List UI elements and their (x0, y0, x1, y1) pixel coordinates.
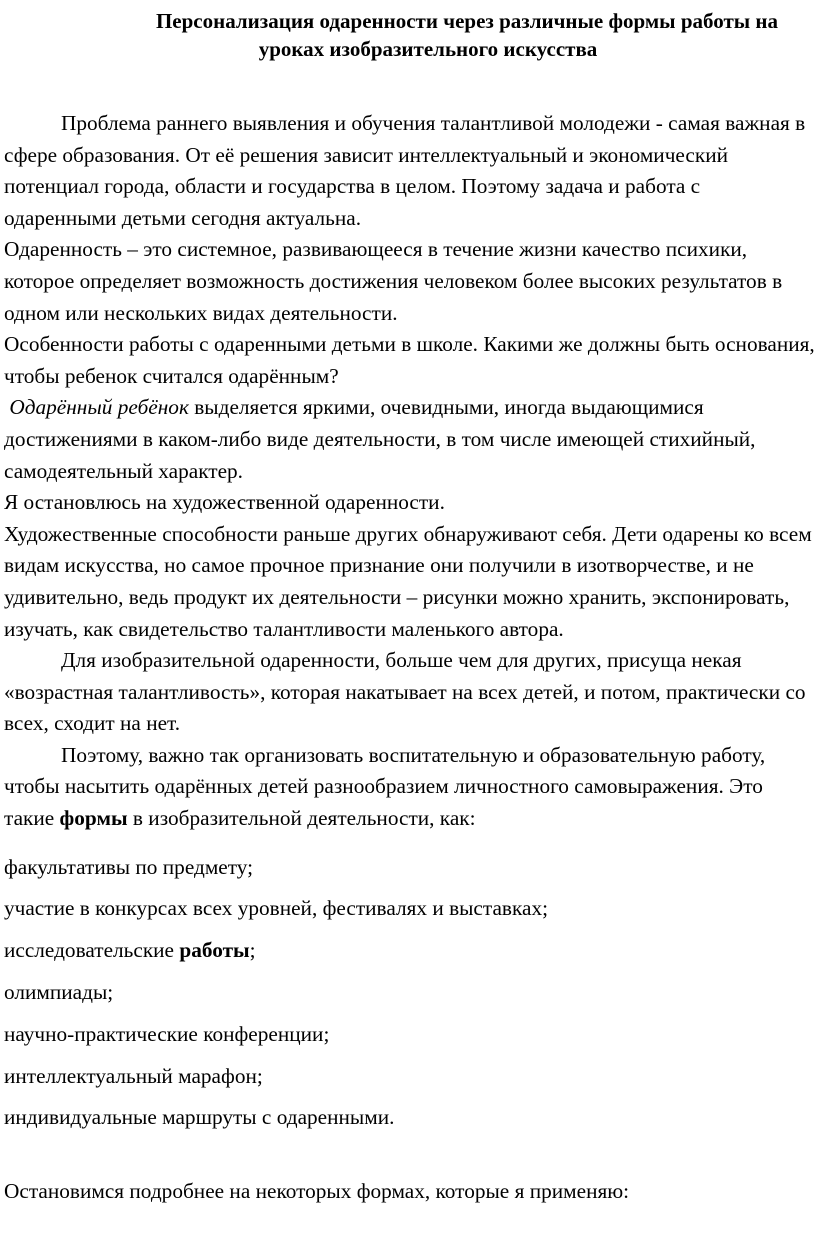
document-title (40, 7, 816, 63)
gifted-child-term: Одарённый ребёнок (9, 395, 189, 420)
list-item-electives: факультативы по предмету; (4, 854, 254, 879)
document-body (4, 108, 816, 1208)
list-item-contests: участие в конкурсах всех уровней, фестивалях и выставках; (4, 896, 549, 921)
forms-intro-start: Поэтому, важно так организовать воспитательную и образовательную работу, чтобы насытить одарённых детей разнообразием личностного самовыражения. Это такие (4, 742, 766, 831)
forms-term: формы (59, 806, 128, 831)
gifted-child-description: выделяется яркими, очевидными, иногда выдающимися достижениями в каком-либо виде деятельности, в том числе имеющей стихийный, самодеятельный характер. (4, 395, 756, 483)
paragraph-age-talent: Для изобразительной одаренности, больше чем для других, присуща некая «возрастная талантливость», которая накатывает на всех детей, и потом, практически со всех, сходит на нет. (4, 648, 806, 736)
research-works-term: работы (179, 938, 250, 963)
forms-list (4, 852, 816, 1208)
title-line-1: Персонализация одаренности через различные формы работы на (155, 9, 779, 33)
paragraph-forms-intro (4, 740, 816, 835)
list-item-marathon: интеллектуальный марафон; (4, 1063, 263, 1088)
list-item-olympiads: олимпиады; (4, 980, 114, 1004)
paragraph-artistic-abilities: Художественные способности раньше других обнаруживают себя. Дети одарены ко всем видам искусства, но самое прочное признание они получили в изотворчестве, и не удивительно, ведь продукт их деятельности – рисунки можно хранить, экспонировать, изучать, как свидетельство талантливости маленького автора. (4, 521, 812, 641)
paragraph-giftedness-definition: Одаренность – это системное, развивающееся в течение жизни качество психики, которое определяет возможность достижения человеком более высоких результатов в одном или нескольких видах деятельности. (4, 237, 783, 325)
paragraph-problem: Проблема раннего выявления и обучения талантливой молодежи - самая важная в сфере образования. От её решения зависит интеллектуальный и экономический потенциал города, области и государства в целом. Поэтому задача и работа с одаренными детьми сегодня актуальна. (4, 111, 806, 230)
closing-line: Остановимся подробнее на некоторых формах, которые я применяю: (4, 1178, 630, 1203)
paragraph-gifted-child (4, 392, 816, 487)
title-line-2: уроках изобразительного искусства (258, 37, 598, 61)
forms-intro-end: в изобразительной деятельности, как: (127, 806, 476, 831)
list-item-conferences: научно-практические конференции; (4, 1021, 330, 1046)
research-suffix: ; (249, 938, 256, 963)
list-item-research (4, 935, 816, 967)
research-prefix: исследовательские (4, 938, 180, 963)
paragraph-school-features: Особенности работы с одаренными детьми в школе. Какими же должны быть основания, чтобы ребенок считался одарённым? (4, 332, 815, 388)
paragraph-artistic-focus: Я остановлюсь на художественной одаренности. (4, 490, 445, 515)
list-item-individual-routes: индивидуальные маршруты с одаренными. (4, 1105, 395, 1130)
